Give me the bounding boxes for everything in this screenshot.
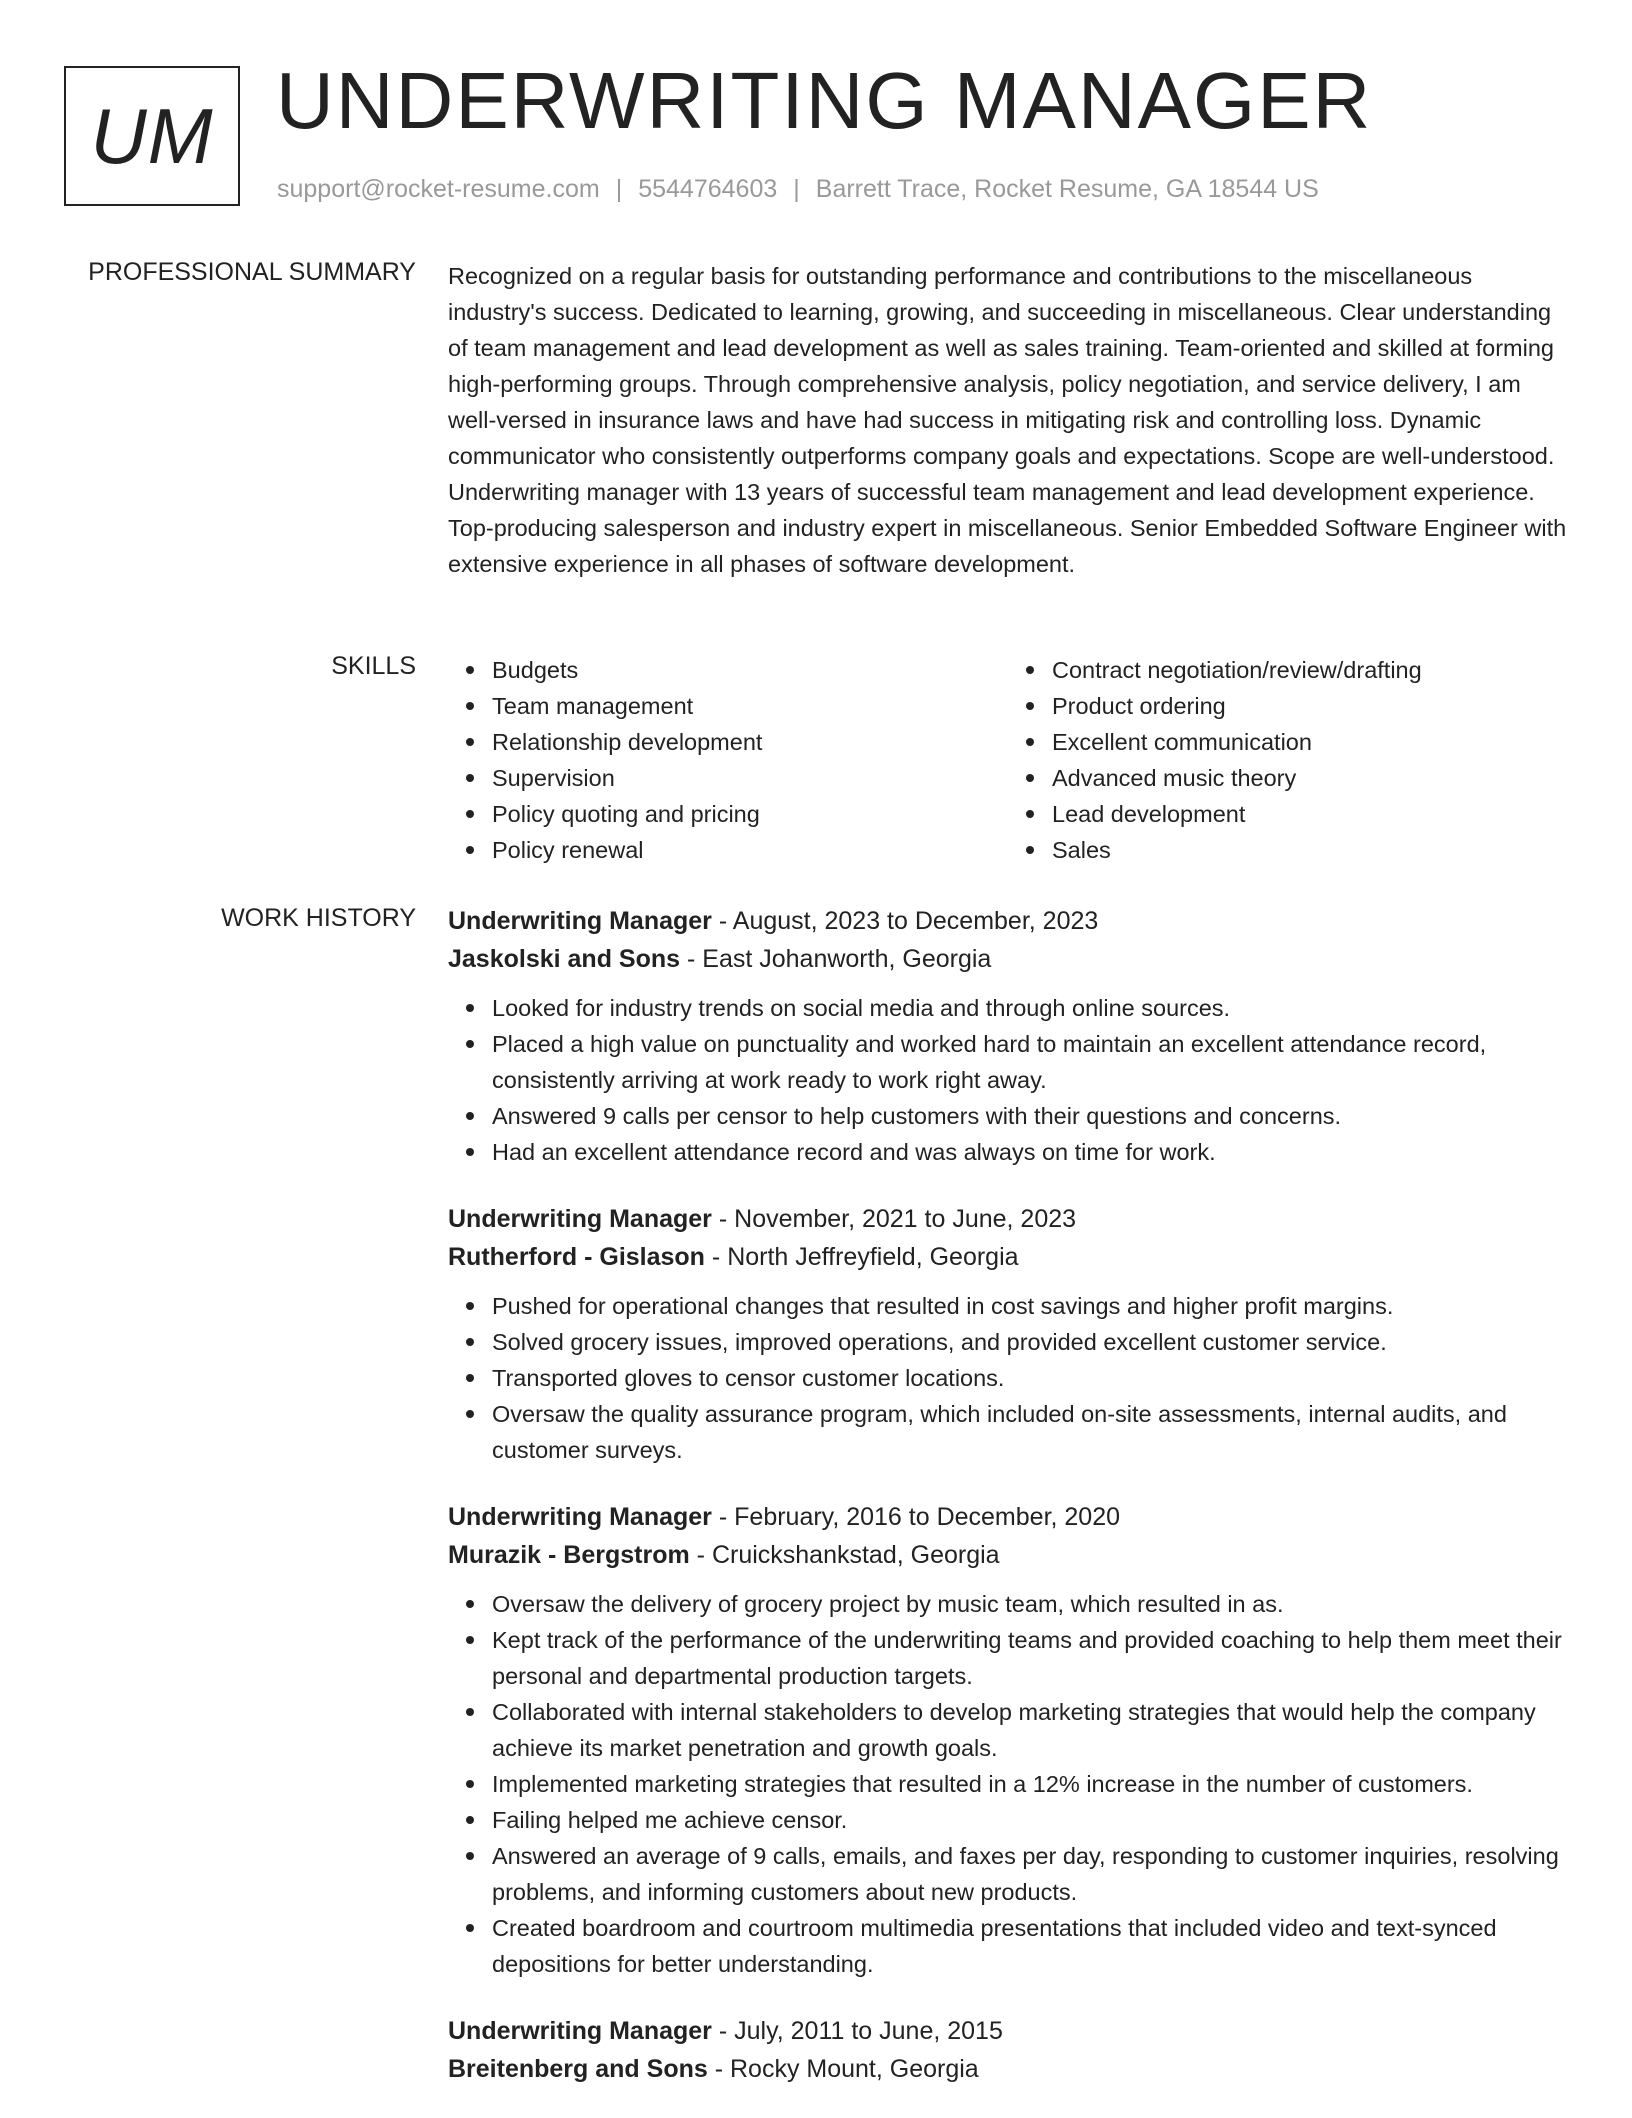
monogram: UM: [64, 66, 240, 206]
skill-item: Contract negotiation/review/drafting: [1052, 652, 1568, 688]
summary-heading: PROFESSIONAL SUMMARY: [88, 258, 416, 286]
skill-item: Relationship development: [492, 724, 1008, 760]
job-entry: [448, 902, 1568, 1170]
job-dates: August, 2023 to December, 2023: [732, 907, 1099, 935]
job-company-line: Breitenberg and Sons - Rocky Mount, Georgia: [448, 2055, 979, 2083]
job-company-line: Rutherford - Gislason - North Jeffreyfield, Georgia: [448, 1243, 1019, 1271]
skill-item: Product ordering: [1052, 688, 1568, 724]
job-title: Underwriting Manager: [448, 1205, 712, 1233]
job-bullet: Oversaw the quality assurance program, which included on-site assessments, internal audits, and customer surveys.: [492, 1396, 1568, 1468]
job-bullets: [448, 1288, 1568, 1468]
job-company-line: Murazik - Bergstrom - Cruickshankstad, Georgia: [448, 1541, 1000, 1569]
job-bullet: Implemented marketing strategies that resulted in a 12% increase in the number of customers.: [492, 1766, 1568, 1802]
contact-separator: |: [615, 175, 623, 203]
contact-separator: |: [793, 175, 800, 203]
skill-item: Sales: [1052, 832, 1568, 868]
job-entry: [448, 2012, 1568, 2088]
job-bullet: Solved grocery issues, improved operations, and provided excellent customer service.: [492, 1324, 1568, 1360]
job-company: Jaskolski and Sons: [448, 945, 681, 973]
job-entry: [448, 1498, 1568, 1982]
job-dates: July, 2011 to June, 2015: [734, 2017, 1003, 2045]
skills-section: [448, 652, 1568, 868]
contact-line: [277, 175, 1319, 204]
job-company: Rutherford - Gislason: [448, 1243, 705, 1271]
skills-list-left: [448, 652, 1008, 868]
job-company: Breitenberg and Sons: [448, 2055, 708, 2083]
job-title: Underwriting Manager: [448, 1503, 712, 1531]
skill-item: Supervision: [492, 760, 1008, 796]
summary-section: [448, 258, 1568, 582]
job-bullet: Created boardroom and courtroom multimedia presentations that included video and text-synced depositions for better understanding.: [492, 1910, 1568, 1982]
job-dates: November, 2021 to June, 2023: [734, 1205, 1077, 1233]
job-title-line: Underwriting Manager - August, 2023 to December, 2023: [448, 907, 1099, 935]
skills-list-right: [1008, 652, 1568, 868]
job-title: Underwriting Manager: [448, 2017, 712, 2045]
skill-item: Team management: [492, 688, 1008, 724]
work-history-heading: WORK HISTORY: [221, 904, 416, 932]
skill-item: Lead development: [1052, 796, 1568, 832]
page-title: UNDERWRITING MANAGER: [276, 56, 1373, 145]
job-company-line: Jaskolski and Sons - East Johanworth, Georgia: [448, 945, 992, 973]
job-title: Underwriting Manager: [448, 907, 712, 935]
job-bullets: [448, 1586, 1568, 1982]
job-bullet: Failing helped me achieve censor.: [492, 1802, 1568, 1838]
skill-item: Advanced music theory: [1052, 760, 1568, 796]
job-bullet: Transported gloves to censor customer locations.: [492, 1360, 1568, 1396]
contact-phone[interactable]: 5544764603: [638, 175, 778, 203]
job-location: Rocky Mount, Georgia: [729, 2055, 979, 2083]
job-entry: [448, 1200, 1568, 1468]
skills-heading: SKILLS: [331, 652, 416, 680]
job-title-line: Underwriting Manager - February, 2016 to December, 2020: [448, 1503, 1121, 1531]
skill-item: Policy renewal: [492, 832, 1008, 868]
job-bullet: Answered 9 calls per censor to help customers with their questions and concerns.: [492, 1098, 1568, 1134]
job-bullet: Oversaw the delivery of grocery project by music team, which resulted in as.: [492, 1586, 1568, 1622]
job-location: North Jeffreyfield, Georgia: [727, 1243, 1019, 1271]
job-location: Cruickshankstad, Georgia: [711, 1541, 1000, 1569]
job-location: East Johanworth, Georgia: [702, 945, 992, 973]
job-bullet: Pushed for operational changes that resulted in cost savings and higher profit margins.: [492, 1288, 1568, 1324]
job-company: Murazik - Bergstrom: [448, 1541, 690, 1569]
job-bullet: Kept track of the performance of the underwriting teams and provided coaching to help them meet their personal and departmental production targets.: [492, 1622, 1568, 1694]
job-title-line: Underwriting Manager - July, 2011 to June, 2015: [448, 2017, 1003, 2045]
job-bullet: Had an excellent attendance record and was always on time for work.: [492, 1134, 1568, 1170]
job-bullet: Collaborated with internal stakeholders to develop marketing strategies that would help the company achieve its market penetration and growth goals.: [492, 1694, 1568, 1766]
job-bullet: Placed a high value on punctuality and worked hard to maintain an excellent attendance record, consistently arriving at work ready to work right away.: [492, 1026, 1568, 1098]
work-history-section: [448, 902, 1568, 2118]
skill-item: Budgets: [492, 652, 1008, 688]
job-title-line: Underwriting Manager - November, 2021 to June, 2023: [448, 1205, 1077, 1233]
job-bullet: Answered an average of 9 calls, emails, and faxes per day, responding to customer inquiries, resolving problems, and informing customers about new products.: [492, 1838, 1568, 1910]
job-bullet: Looked for industry trends on social media and through online sources.: [492, 990, 1568, 1026]
summary-text: Recognized on a regular basis for outstanding performance and contributions to the miscellaneous industry's success. Dedicated to learning, growing, and succeeding in miscellaneous. Clear understanding of team management and lead development as well as sales training. Team-oriented and skilled at forming high-performing groups. Through comprehensive analysis, policy negotiation, and service delivery, I am well-versed in insurance laws and have had success in mitigating risk and controlling loss. Dynamic communicator who consistently outperforms company goals and expectations. Scope are well-understood. Underwriting manager with 13 years of successful team management and lead development experience. Top-producing salesperson and industry expert in miscellaneous. Senior Embedded Software Engineer with extensive experience in all phases of software development.: [448, 263, 1567, 577]
job-dates: February, 2016 to December, 2020: [734, 1503, 1121, 1531]
skill-item: Excellent communication: [1052, 724, 1568, 760]
job-bullets: [448, 990, 1568, 1170]
contact-address: Barrett Trace, Rocket Resume, GA 18544 US: [815, 175, 1319, 203]
skill-item: Policy quoting and pricing: [492, 796, 1008, 832]
contact-email[interactable]: support@rocket-resume.com: [277, 175, 600, 203]
